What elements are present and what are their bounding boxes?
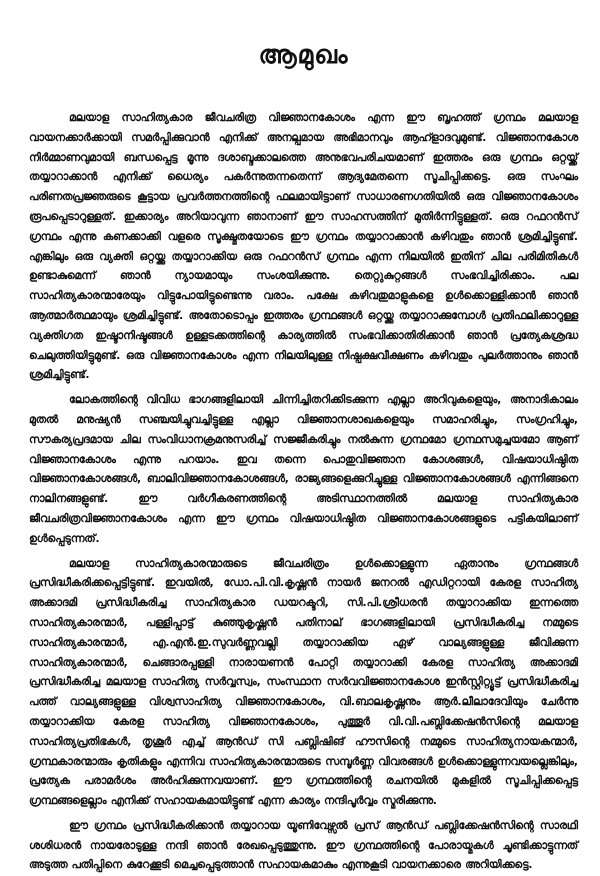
paragraph-3: മലയാള സാഹിത്യകാരന്മാരുടെ ജീവചരിത്രം ഉൾക്കൊള്ളുന്ന ഏതാനും ഗ്രന്ഥങ്ങൾ പ്രസിദ്ധീകരിക്കപ്പെട്ടിട്ടുണ്ട്. ഇവയിൽ, ഡോ.പി.വി.കൃഷ്ണൻ നായർ ജനറൽ എഡിറ്ററായി കേരള സാഹിത്യ അക്കാദമി പ്രസിദ്ധീകരിച്ച സാഹിത്യകാര ഡയറക്ടറി, സി.പി.ശ്രീധരൻ തയ്യാറാക്കിയ ഇന്നത്തെ സാഹിത്യകാരന്മാർ, പള്ളിപ്പാട്ട് കുഞ്ഞുകൃഷ്ണൻ പതിനാല് ഭാഗങ്ങളിലായി പ്രസിദ്ധീകരിച്ച നമ്മുടെ സാഹിത്യകാരന്മാർ, എ.എൻ.ഇ.സുവർണ്ണവല്ലി തയ്യാറാക്കിയ ഏഴ് വാല്യങ്ങളുള്ള ജീവിക്കുന്ന സാഹിത്യകാരന്മാർ, ചെങ്ങാരപ്പള്ളി നാരായണൻ പോറ്റി തയ്യാറാക്കി കേരള സാഹിത്യ അക്കാദമി പ്രസിദ്ധീകരിച്ച മലയാള സാഹിത്യ സർവ്വസ്വം, സംസ്ഥാന സർവവിജ്ഞാനകോശ ഇൻസ്റ്റിറ്റ്യൂട്ട് പ്രസിദ്ധീകരിച്ച പത്ത് വാല്യങ്ങളുള്ള വിശ്വസാഹിത്യ വിജ്ഞാനകോശം, വി.ബാലകൃഷ്ണനും ആർ.ലീലാദേവിയും ചേർന്നു തയ്യാറാക്കിയ കേരള സാഹിത്യ വിജ്ഞാനകോശം, പുത്തൂർ വി.വി.പബ്ലിക്കേഷൻസിന്റെ മലയാള സാഹിത്യപ്രതിഭകൾ, തൃശൂർ എച്ച് ആൻഡ് സി പബ്ലിഷിങ് ഹൗസിന്റെ നമ്മുടെ സാഹിത്യനായകന്മാർ, ഗ്രന്ഥകാരന്മാരും കൃതികളും എന്നിവ സാഹിത്യകാരന്മാരുടെ സമ്പൂർണ്ണ വിവരങ്ങൾ ഉൾക്കൊള്ളുന്നവയല്ലെങ്കിലും, പ്രത്യേക പരാമർശം അർഹിക്കുന്നവയാണ്. ഈ ഗ്രന്ഥത്തിന്റെ രചനയിൽ മുകളിൽ സൂചിപ്പിക്കപ്പെട്ട ഗ്രന്ഥങ്ങളെല്ലാം എനിക്ക് സഹായകമായിട്ടുണ്ട് എന്ന കാര്യം നന്ദിപൂർവ്വം സ്മരിക്കുന്നു. (29, 556, 578, 808)
page-title: ആമുഖം (258, 40, 349, 69)
paragraph-4: ഈ ഗ്രന്ഥം പ്രസിദ്ധീകരിക്കാൻ തയ്യാറായ യൂണിവേഴ്സൽ പ്രസ് ആൻഡ് പബ്ലിക്കേഷൻസിന്റെ സാരഥി ശശിധരൻ നായരോടുള്ള നന്ദി ഞാൻ രേഖപ്പെടുത്തുന്നു. ഈ ഗ്രന്ഥത്തിന്റെ പോരായ്മകൾ ചൂണ്ടിക്കാട്ടുന്നത് അടുത്ത പതിപ്പിനെ കുറേക്കൂടി മെച്ചപ്പെടുത്താൻ സഹായകമാകും എന്നുകൂടി വായനക്കാരെ അറിയിക്കട്ടെ. (29, 818, 578, 872)
paragraph-2: ലോകത്തിന്റെ വിവിധ ഭാഗങ്ങളിലായി ചിന്നിച്ചിതറിക്കിടക്കുന്ന എല്ലാ അറിവുകളെയും, അനാദികാലം മുതൽ മനുഷ്യൻ സഞ്ചയിച്ചുവച്ചിട്ടുള്ള എല്ലാ വിജ്ഞാനശാഖകളെയും സമാഹരിച്ചും, സംഗ്രഹിച്ചും, സൗകര്യപ്രദമായ ചില സംവിധാനക്രമനുസരിച്ച് സജ്ജീകരിച്ചും നൽകുന്ന ഗ്രന്ഥമോ ഗ്രന്ഥസമുച്ചയമോ ആണ് വിജ്ഞാനകോശം എന്നു പറയാം. ഇവ തന്നെ പൊതുവിജ്ഞാന കോശങ്ങൾ, വിഷയാധിഷ്ഠിത വിജ്ഞാനകോശങ്ങൾ, ബാലിവിജ്ഞാനകോശങ്ങൾ, രാജ്യങ്ങളെക്കുറിച്ചുള്ള വിജ്ഞാനകോശങ്ങൾ എന്നിങ്ങനെ നാലിനങ്ങളുണ്ട്. ഈ വർഗീകരണത്തിന്റെ അടിസ്ഥാനത്തിൽ മലയാള സാഹിത്യകാര ജീവചരിത്രവിജ്ഞാനകോശം എന്ന ഈ ഗ്രന്ഥം വിഷയാധിഷ്ഠിത വിജ്ഞാനകോശങ്ങളുടെ പട്ടികയിലാണ് ഉൾപ്പെടുന്നത്. (29, 393, 578, 545)
paragraph-1: മലയാള സാഹിത്യകാര ജീവചരിത്ര വിജ്ഞാനകോശം എന്ന ഈ ബൃഹത്ത് ഗ്രന്ഥം മലയാള വായനക്കാർക്കായി സമർപ്പിക്കുവാൻ എനിക്ക് അനല്പമായ അഭിമാനവും ആഹ്ളാദവുമുണ്ട്. വിജ്ഞാനകോശ നിർമ്മാണവുമായി ബന്ധപ്പെട്ട മൂന്നു ദശാബ്ദക്കാലത്തെ അനുഭവപരിചയമാണ് ഇത്തരം ഒരു ഗ്രന്ഥം ഒറ്റയ്ക്ക് തയ്യാറാക്കാൻ എനിക്ക് ധൈര്യം പകർന്നുതന്നതെന്ന് ആദ്യമേതന്നെ സൂചിപ്പിക്കട്ടെ. ഒരു സംഘം പരിണതപ്രജ്ഞരുടെ കൂട്ടായ പ്രവർത്തനത്തിന്റെ ഫലമായിട്ടാണ് സാധാരണഗതിയിൽ ഒരു വിജ്ഞാനകോശം രൂപപ്പെടാറുള്ളത്. ഇക്കാര്യം അറിയാവുന്ന ഞാനാണ് ഈ സാഹസത്തിന് മുതിർന്നിട്ടുള്ളത്. ഒരു റഫറൻസ് ഗ്രന്ഥം എന്നു കണക്കാക്കി വളരെ സൂക്ഷ്മതയോടെ ഈ ഗ്രന്ഥം തയ്യാറാക്കാൻ കഴിവതും ഞാൻ ശ്രമിച്ചിട്ടുണ്ട്. എങ്കിലും ഒരു വ്യക്തി ഒറ്റയ്ക്കു തയ്യാറാക്കിയ ഒരു റഫറൻസ് ഗ്രന്ഥം എന്ന നിലയിൽ ഇതിന് ചില പരിമിതികൾ ഉണ്ടാകുമെന്ന് ഞാൻ ന്യായമായും സംശയിക്കുന്നു. തെറ്റുകുറ്റങ്ങൾ സംഭവിച്ചിരിക്കാം. പല സാഹിത്യകാരന്മാരേയും വിട്ടുപോയിട്ടുണ്ടെന്നു വരാം. പക്ഷേ കഴിവതുമാളുകളെ ഉൾക്കൊള്ളിക്കാൻ ഞാൻ ആത്മാർത്ഥമായും ശ്രമിച്ചിട്ടുണ്ട്. അതോടൊപ്പം ഇത്തരം ഗ്രന്ഥങ്ങൾ ഒറ്റയ്ക്കു തയ്യാറാക്കുമ്പോൾ പ്രതിഫലിക്കാറുള്ള വ്യക്തിഗത ഇഷ്ടാനിഷ്ടങ്ങൾ ഉള്ളടക്കത്തിന്റെ കാര്യത്തിൽ സംഭവിക്കാതിരിക്കാൻ ഞാൻ പ്രത്യേകശ്രദ്ധ ചെലുത്തിയിട്ടുമുണ്ട്. ഒരു വിജ്ഞാനകോശം എന്ന നിലയിലുള്ള നിഷ്പക്ഷവീക്ഷണം കഴിവതും പുലർത്താനും ഞാൻ ശ്രമിച്ചിട്ടുണ്ട്. (29, 111, 578, 382)
